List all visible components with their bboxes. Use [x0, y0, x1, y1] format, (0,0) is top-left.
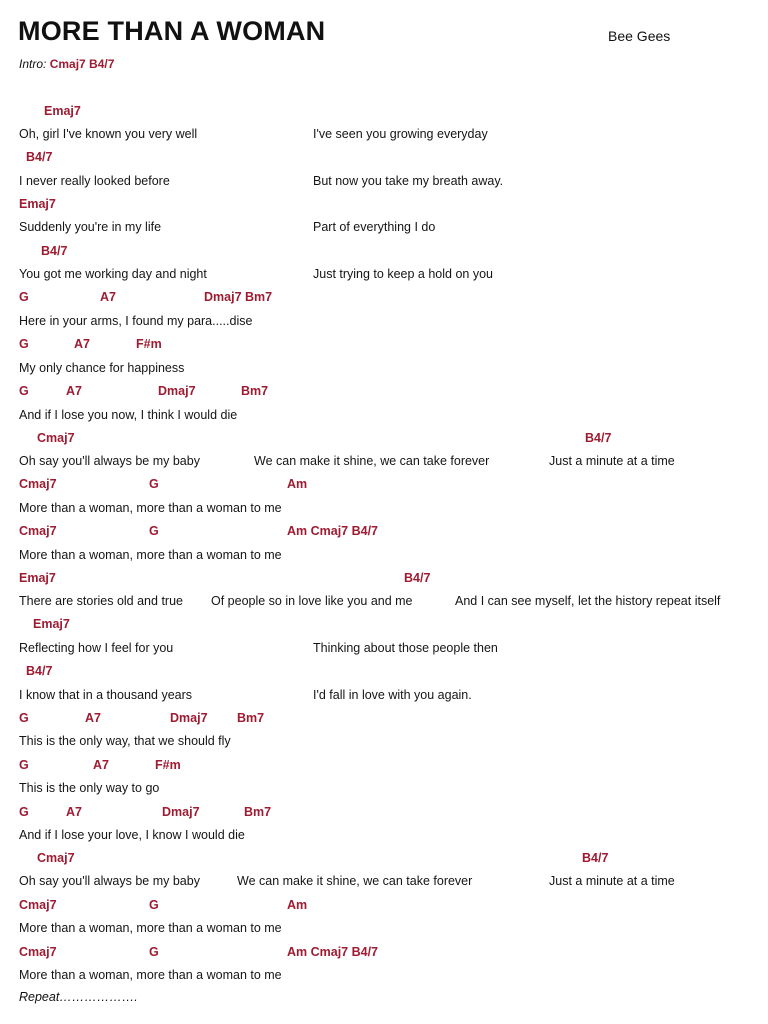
chord: Cmaj7: [37, 431, 75, 445]
lyric-text: More than a woman, more than a woman to me: [19, 501, 282, 515]
chord: Dmaj7: [158, 384, 196, 398]
chord: Bm7: [244, 805, 272, 819]
chord: A7: [93, 758, 109, 772]
chord-line: [0, 851, 768, 867]
lyric-text: Reflecting how I feel for you: [19, 641, 174, 655]
lyric-line: [0, 874, 768, 890]
intro-line: [19, 57, 114, 71]
lyric-text: And if I lose you now, I think I would die: [19, 408, 238, 422]
chord: Cmaj7: [19, 477, 57, 491]
lyric-line: [0, 688, 768, 704]
lyric-text: This is the only way to go: [19, 781, 160, 795]
lyric-line: [0, 548, 768, 564]
chord: B4/7: [26, 150, 53, 164]
chord-line: [0, 758, 768, 774]
lyric-text: More than a woman, more than a woman to me: [19, 548, 282, 562]
chord: G: [149, 898, 159, 912]
chord-line: [0, 384, 768, 400]
lyric-line: [0, 921, 768, 937]
chord-line: [0, 571, 768, 587]
lyric-line: [0, 408, 768, 424]
chord: Am: [287, 477, 308, 491]
chord: G: [149, 477, 159, 491]
lyric-text: Just trying to keep a hold on you: [313, 267, 493, 281]
lyric-line: [0, 501, 768, 517]
chord: G: [19, 384, 29, 398]
chord: Emaj7: [44, 104, 81, 118]
lyric-text: There are stories old and true: [19, 594, 183, 608]
lyric-line: [0, 968, 768, 984]
lyric-text: My only chance for happiness: [19, 361, 185, 375]
lyric-text: And I can see myself, let the history repeat itself: [455, 594, 721, 608]
chord: A7: [66, 384, 82, 398]
chord: F#m: [155, 758, 181, 772]
lyric-line: [0, 314, 768, 330]
chord: Dmaj7: [170, 711, 208, 725]
chord-line: [0, 898, 768, 914]
lyric-text: I've seen you growing everyday: [313, 127, 488, 141]
chord: B4/7: [26, 664, 53, 678]
song-title: MORE THAN A WOMAN: [18, 16, 326, 46]
lyric-line: [0, 361, 768, 377]
lyric-line: [0, 594, 768, 610]
chord-line: [0, 945, 768, 961]
chord: G: [149, 524, 159, 538]
chord-line: [0, 524, 768, 540]
chord: Cmaj7: [19, 945, 57, 959]
chord: Bm7: [237, 711, 265, 725]
chord: A7: [100, 290, 116, 304]
chord-line: [0, 244, 768, 260]
chord-line: [0, 431, 768, 447]
chord-line: [0, 664, 768, 680]
chord: G: [19, 805, 29, 819]
lyric-line: [0, 267, 768, 283]
chord: Bm7: [241, 384, 269, 398]
chord: G: [149, 945, 159, 959]
chord: B4/7: [404, 571, 431, 585]
chord: Am Cmaj7 B4/7: [287, 945, 379, 959]
chord: Cmaj7: [37, 851, 75, 865]
lyric-text: I never really looked before: [19, 174, 170, 188]
chord: B4/7: [41, 244, 68, 258]
lyric-text: More than a woman, more than a woman to me: [19, 921, 282, 935]
lyric-text: This is the only way, that we should fly: [19, 734, 231, 748]
lyric-line: [0, 174, 768, 190]
lyric-text: Suddenly you're in my life: [19, 220, 162, 234]
chord: A7: [74, 337, 90, 351]
lyric-text: But now you take my breath away.: [313, 174, 504, 188]
lyric-text: You got me working day and night: [19, 267, 207, 281]
chord: Dmaj7 Bm7: [204, 290, 273, 304]
chord: G: [19, 711, 29, 725]
chord-line: [0, 477, 768, 493]
chord-line: [0, 290, 768, 306]
lyric-text: Just a minute at a time: [549, 874, 675, 888]
lyric-line: [0, 220, 768, 236]
lyric-text: More than a woman, more than a woman to me: [19, 968, 282, 982]
chord: G: [19, 290, 29, 304]
chord: G: [19, 758, 29, 772]
chord-line: [0, 617, 768, 633]
chord: Emaj7: [33, 617, 70, 631]
artist-name: Bee Gees: [608, 28, 671, 44]
intro-label: Intro:: [19, 57, 47, 71]
chord: Dmaj7: [162, 805, 200, 819]
chord-line: [0, 197, 768, 213]
lyric-text: Here in your arms, I found my para.....dise: [19, 314, 253, 328]
lyric-text: I know that in a thousand years: [19, 688, 193, 702]
chord-line: [0, 805, 768, 821]
repeat-note: Repeat……………….: [19, 990, 138, 1004]
lyric-text: We can make it shine, we can take forever: [237, 874, 473, 888]
chord: F#m: [136, 337, 162, 351]
lyric-line: [0, 454, 768, 470]
lyric-line: [0, 734, 768, 750]
lyric-text: Oh, girl I've known you very well: [19, 127, 198, 141]
lyric-text: Just a minute at a time: [549, 454, 675, 468]
chord-line: [0, 337, 768, 353]
chord: Cmaj7: [19, 524, 57, 538]
chord: G: [19, 337, 29, 351]
lyric-text: Thinking about those people then: [313, 641, 498, 655]
lyric-text: Of people so in love like you and me: [211, 594, 413, 608]
chord: Emaj7: [19, 197, 56, 211]
lyric-line: [0, 828, 768, 844]
lyric-text: Part of everything I do: [313, 220, 436, 234]
lyric-text: Oh say you'll always be my baby: [19, 454, 200, 468]
chord: Am Cmaj7 B4/7: [287, 524, 379, 538]
chord: A7: [85, 711, 101, 725]
chord: Cmaj7: [19, 898, 57, 912]
lyric-line: [0, 127, 768, 143]
chord-line: [0, 104, 768, 120]
chord-line: [0, 711, 768, 727]
intro-chords: Cmaj7 B4/7: [49, 57, 115, 71]
lyric-text: I'd fall in love with you again.: [313, 688, 472, 702]
lyric-text: And if I lose your love, I know I would die: [19, 828, 245, 842]
chord: Emaj7: [19, 571, 56, 585]
lyric-text: Oh say you'll always be my baby: [19, 874, 200, 888]
chord: B4/7: [585, 431, 612, 445]
lyric-text: We can make it shine, we can take forever: [254, 454, 490, 468]
lyric-line: [0, 781, 768, 797]
lyric-line: [0, 641, 768, 657]
chord: B4/7: [582, 851, 609, 865]
chord: Am: [287, 898, 308, 912]
chord: A7: [66, 805, 82, 819]
chord-line: [0, 150, 768, 166]
